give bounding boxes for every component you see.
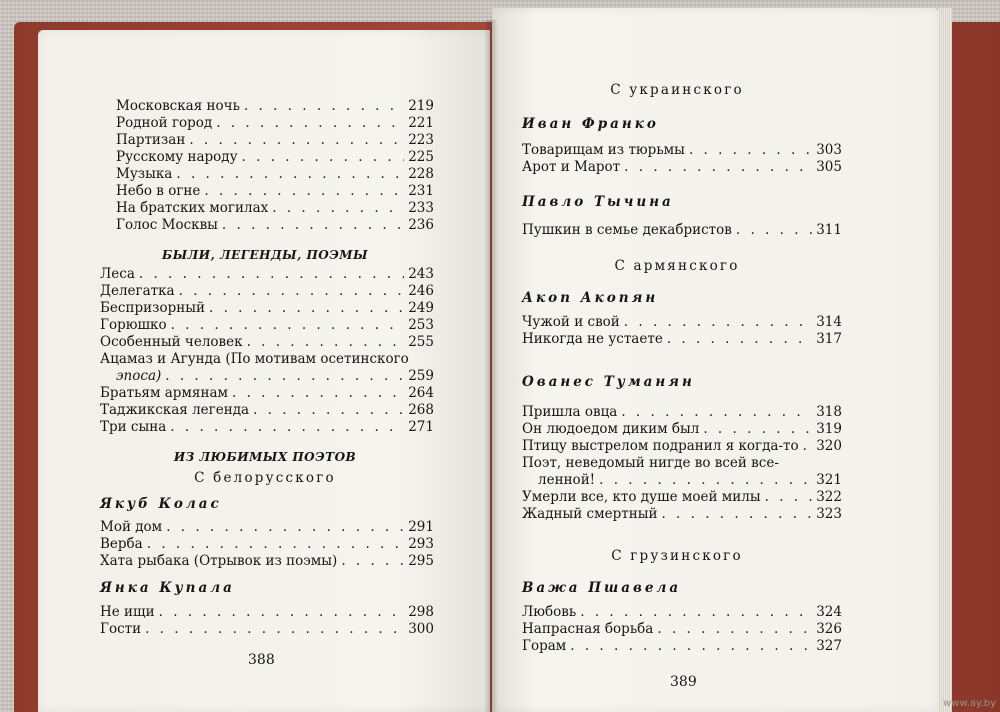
entry-page: 324: [816, 604, 842, 620]
dot-leader: [232, 385, 404, 401]
entry-title: Жадный смертный: [522, 506, 658, 522]
toc-entry: [100, 300, 434, 316]
toc-entry: [522, 638, 842, 654]
language-heading-belarusian: С белорусского: [194, 470, 336, 486]
dot-leader: [272, 200, 404, 216]
entry-page: 303: [816, 142, 842, 158]
dot-leader: [159, 604, 405, 620]
toc-entry: [100, 621, 434, 637]
author-heading-tumanyan: Ованес Туманян: [522, 374, 695, 390]
toc-entry: [100, 334, 434, 350]
entry-page: 223: [408, 132, 434, 148]
entry-page: 243: [408, 266, 434, 282]
toc-entry: [522, 421, 842, 437]
author-heading-akopyan: Акоп Акопян: [522, 290, 659, 306]
entry-title: Пришла овца: [522, 404, 618, 420]
language-heading-ukrainian: С украинского: [610, 82, 744, 98]
entry-page: 298: [408, 604, 434, 620]
dot-leader: [170, 419, 404, 435]
author-heading-kolas: Якуб Колас: [100, 496, 222, 512]
dot-leader: [657, 621, 812, 637]
dot-leader: [253, 402, 404, 418]
entry-title: Особенный человек: [100, 334, 243, 350]
entry-page: 293: [408, 536, 434, 552]
entry-title-continuation: эпоса): [116, 368, 162, 384]
entry-page: 255: [408, 334, 434, 350]
toc-entry: [100, 419, 434, 435]
dot-leader: [621, 404, 812, 420]
dot-leader: [242, 149, 405, 165]
dot-leader: [703, 421, 812, 437]
entry-title: Чужой и свой: [522, 314, 620, 330]
dot-leader: [139, 266, 404, 282]
entry-title: Русскому народу: [116, 149, 238, 165]
entry-title-line1: Поэт, неведомый нигде во всей все-: [522, 455, 779, 471]
entry-page: 236: [408, 217, 434, 233]
toc-entry: [116, 183, 434, 199]
toc-entry: [522, 506, 842, 522]
dot-leader: [624, 159, 812, 175]
toc-entry: [116, 368, 434, 384]
entry-page: 314: [816, 314, 842, 330]
toc-entry: [522, 331, 842, 347]
entry-title: Партизан: [116, 132, 186, 148]
toc-entry: [100, 317, 434, 333]
entry-page: 259: [408, 368, 434, 384]
dot-leader: [189, 132, 404, 148]
dot-leader: [661, 506, 812, 522]
toc-entry: [538, 472, 842, 488]
entry-page: 253: [408, 317, 434, 333]
toc-entry: [100, 536, 434, 552]
right-page: [492, 8, 938, 712]
dot-leader: [204, 183, 404, 199]
toc-entry: [100, 604, 434, 620]
author-heading-kupala: Янка Купала: [100, 580, 235, 596]
dot-leader: [736, 222, 812, 238]
toc-entry: [100, 553, 434, 569]
dot-leader: [147, 536, 404, 552]
entry-page: 268: [408, 402, 434, 418]
toc-entry: [522, 222, 842, 238]
entry-title: Горюшко: [100, 317, 167, 333]
left-page: [38, 30, 490, 712]
language-heading-georgian: С грузинского: [611, 548, 743, 564]
toc-entry: [522, 142, 842, 158]
author-heading-tychina: Павло Тычина: [522, 194, 674, 210]
entry-page: 219: [408, 98, 434, 114]
entry-title: Птицу выстрелом подранил я когда-то: [522, 438, 799, 454]
toc-entry: [100, 519, 434, 535]
dot-leader: [171, 317, 405, 333]
toc-entry: [116, 149, 434, 165]
entry-title: Музыка: [116, 166, 173, 182]
author-heading-pshavela: Важа Пшавела: [522, 580, 682, 596]
page-number-left: 388: [248, 652, 275, 668]
entry-title: Небо в огне: [116, 183, 201, 199]
entry-title-continuation: ленной!: [538, 472, 596, 488]
entry-title: Умерли все, кто душе моей милы: [522, 489, 761, 505]
entry-title: Родной город: [116, 115, 213, 131]
toc-entry: [522, 314, 842, 330]
dot-leader: [176, 166, 404, 182]
dot-leader: [803, 438, 813, 454]
entry-page: 221: [408, 115, 434, 131]
entry-page: 305: [816, 159, 842, 175]
toc-entry: [116, 132, 434, 148]
toc-entry: [100, 385, 434, 401]
entry-title: Братьям армянам: [100, 385, 228, 401]
page-edges: [938, 8, 952, 712]
entry-page: 323: [816, 506, 842, 522]
dot-leader: [765, 489, 813, 505]
entry-title: Таджикская легенда: [100, 402, 250, 418]
dot-leader: [247, 334, 405, 350]
entry-page: 291: [408, 519, 434, 535]
entry-title: Гости: [100, 621, 142, 637]
entry-title: Пушкин в семье декабристов: [522, 222, 732, 238]
entry-page: 271: [408, 419, 434, 435]
toc-entry: [116, 166, 434, 182]
toc-entry: [116, 200, 434, 216]
toc-entry: [522, 159, 842, 175]
entry-title: Горам: [522, 638, 567, 654]
entry-title: Хата рыбака (Отрывок из поэмы): [100, 553, 338, 569]
author-heading-franko: Иван Франко: [522, 116, 659, 132]
entry-page: 318: [816, 404, 842, 420]
entry-page: 295: [408, 553, 434, 569]
entry-title: Не ищи: [100, 604, 155, 620]
entry-title-line1: Ацамаз и Агунда (По мотивам осетинского: [100, 351, 409, 367]
page-number-right: 389: [670, 674, 697, 690]
toc-entry: [116, 115, 434, 131]
entry-page: 249: [408, 300, 434, 316]
dot-leader: [580, 604, 812, 620]
dot-leader: [145, 621, 404, 637]
section-heading-poets: ИЗ ЛЮБИМЫХ ПОЭТОВ: [173, 450, 357, 464]
toc-entry: [522, 404, 842, 420]
toc-entry: [116, 98, 434, 114]
dot-leader: [341, 553, 404, 569]
watermark: www.ay.by: [943, 698, 996, 709]
entry-title: Арот и Марот: [522, 159, 621, 175]
dot-leader: [689, 142, 812, 158]
toc-entry: [522, 489, 842, 505]
entry-page: 320: [816, 438, 842, 454]
entry-page: 319: [816, 421, 842, 437]
dot-leader: [570, 638, 812, 654]
toc-entry: [100, 283, 434, 299]
entry-page: 228: [408, 166, 434, 182]
entry-page: 317: [816, 331, 842, 347]
entry-title: На братских могилах: [116, 200, 269, 216]
entry-title: Леса: [100, 266, 135, 282]
entry-page: 311: [816, 222, 842, 238]
dot-leader: [165, 368, 404, 384]
toc-entry: [522, 604, 842, 620]
entry-title: Товарищам из тюрьмы: [522, 142, 685, 158]
dot-leader: [667, 331, 812, 347]
dot-leader: [624, 314, 812, 330]
dot-leader: [244, 98, 404, 114]
entry-page: 264: [408, 385, 434, 401]
dot-leader: [166, 519, 404, 535]
entry-title: Московская ночь: [116, 98, 240, 114]
section-heading-legends: БЫЛИ, ЛЕГЕНДЫ, ПОЭМЫ: [162, 248, 368, 262]
entry-title: Мой дом: [100, 519, 163, 535]
dot-leader: [179, 283, 405, 299]
entry-title: Любовь: [522, 604, 577, 620]
entry-title: Три сына: [100, 419, 167, 435]
toc-entry: [116, 217, 434, 233]
dot-leader: [222, 217, 404, 233]
entry-page: 327: [816, 638, 842, 654]
dot-leader: [209, 300, 404, 316]
entry-title: Верба: [100, 536, 143, 552]
entry-page: 233: [408, 200, 434, 216]
entry-page: 225: [408, 149, 434, 165]
language-heading-armenian: С армянского: [614, 258, 740, 274]
toc-entry: [522, 438, 842, 454]
entry-title: Напрасная борьба: [522, 621, 654, 637]
entry-page: 322: [816, 489, 842, 505]
dot-leader: [216, 115, 404, 131]
toc-entry: [522, 621, 842, 637]
entry-page: 326: [816, 621, 842, 637]
entry-title: Голос Москвы: [116, 217, 218, 233]
toc-entry: [100, 266, 434, 282]
entry-page: 321: [816, 472, 842, 488]
toc-entry: [100, 402, 434, 418]
entry-page: 300: [408, 621, 434, 637]
entry-title: Делегатка: [100, 283, 175, 299]
entry-page: 246: [408, 283, 434, 299]
entry-page: 231: [408, 183, 434, 199]
entry-title: Он людоедом диким был: [522, 421, 700, 437]
entry-title: Никогда не устаете: [522, 331, 663, 347]
entry-title: Беспризорный: [100, 300, 205, 316]
book-gutter: [484, 20, 498, 712]
dot-leader: [599, 472, 812, 488]
